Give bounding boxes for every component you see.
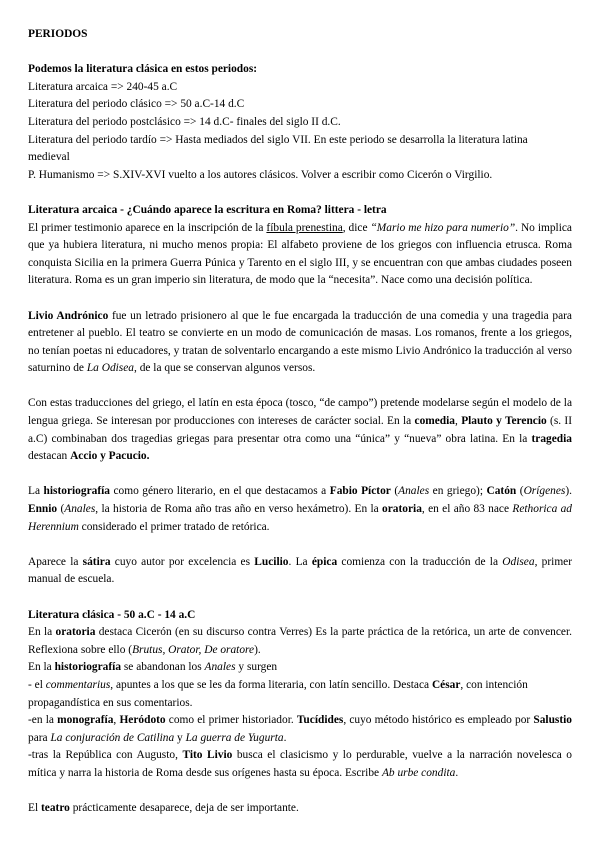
text-run: , con intención propagandística en sus comentarios.: [28, 678, 528, 709]
text-run: historiografía: [54, 661, 122, 674]
teatro-paragraph: [28, 800, 572, 818]
text-run: (s. II a.C) combinaban dos tragedias griegas para presentar otra como una “única” y “nueva” obra latina. En la: [28, 415, 573, 445]
text-run: commentarius: [45, 678, 111, 691]
text-run: La Odisea: [86, 362, 134, 375]
text-run: El: [28, 802, 41, 815]
text-run: .: [283, 731, 287, 744]
text-run: Catón: [486, 485, 517, 498]
period-item: Literatura del periodo clásico => 50 a.C-14 d.C: [28, 98, 245, 111]
text-run: Anales: [64, 503, 96, 516]
text-run: .: [455, 766, 459, 779]
text-run: ,: [455, 415, 462, 428]
historiografia-section: [28, 483, 572, 536]
clasica-line-4: [28, 712, 572, 747]
text-run: busca el clasicismo y lo perdurable, vuelve a la narración novelesca o mítica y narra la historia de Roma desde sus orígenes hasta su época. Escribe: [28, 749, 572, 779]
text-run: Livio Andrónico: [28, 309, 109, 322]
text-run: Ab urbe condita: [381, 766, 456, 779]
text-run: Lucilio: [254, 555, 289, 568]
text-run: teatro: [40, 802, 70, 815]
text-run: Rethorica ad Herennium: [28, 503, 573, 533]
clasica-line-2: [28, 659, 572, 677]
text-run: Odisea: [502, 555, 535, 568]
clasica-line-1: [28, 624, 572, 659]
period-item: P. Humanismo => S.XIV-XVI vuelto a los autores clásicos. Volver a escribir como Cicerón o Virgilio.: [28, 168, 493, 181]
satira-section: [28, 554, 572, 589]
text-run: Tucídides: [296, 714, 344, 727]
teatro-section: [28, 800, 572, 818]
clasica-heading: Literatura clásica - 50 a.C - 14 a.C: [28, 608, 196, 621]
text-run: La guerra de Yugurta: [185, 731, 284, 744]
text-run: ).: [565, 485, 572, 498]
arcaica-paragraph-5: [28, 554, 572, 589]
arcaica-section: [28, 202, 572, 290]
text-run: fue un letrado prisionero al que le fue encargada la traducción de una comedia y una tragedia para entretener al pueblo. El teatro se convierte en un modo de comunicación de masas. Los romanos, frente a los griegos, no tenían poetas ni educadores, y tratan de solventarlo encargando a este mismo Livio Andrónico la traducción al verso saturnino de: [28, 309, 572, 375]
text-run: comienza con la traducción de la: [337, 555, 503, 568]
text-run: y: [174, 731, 186, 744]
text-run: . La: [288, 555, 312, 568]
text-run: como género literario, en el que destacamos a: [109, 485, 330, 498]
arcaica-paragraph-4: [28, 483, 572, 536]
text-run: Anales: [398, 485, 430, 498]
text-run: César: [431, 678, 461, 691]
period-item: Literatura arcaica => 240-45 a.C: [28, 80, 178, 93]
text-run: El primer testimonio aparece en la inscripción de la: [28, 221, 267, 234]
text-run: historiografía: [43, 485, 110, 498]
text-run: , dice: [342, 221, 371, 234]
text-run: , primer manual de escuela.: [28, 555, 573, 586]
text-run: Accio y Pacucio.: [70, 450, 150, 463]
text-run: , apuntes a los que se les da forma literaria, con latín sencillo. Destaca: [110, 678, 432, 691]
document-page: [28, 26, 572, 835]
periods-section: [28, 61, 572, 184]
clasica-line-5: [28, 747, 572, 782]
text-run: . No implica que ya hubiera literatura, ni mucho menos propia: El alfabeto proviene de los griegos con influencia etrusca. Roma conquista Sicilia en la primera Guerra Púnica y Tarento en el siglo III, y se encuentran con que ambas ciudades poseen literatura. Roma es un gran imperio sin literatura, de modo que la “necesita”. Nace como una decisión política.: [28, 221, 572, 287]
text-run: “Mario me hizo para numerio”: [370, 221, 516, 234]
text-run: fíbula prenestina: [266, 221, 343, 234]
text-run: , de la que se conservan algunos versos.: [134, 362, 316, 375]
text-run: épica: [311, 555, 338, 568]
text-run: Brutus, Orator, De oratore: [132, 643, 255, 656]
text-run: considerado el primer tratado de retórica.: [78, 520, 270, 533]
text-run: Con estas traducciones del griego, el latín en esta época (tosco, “de campo”) pretende modelarse según el modelo de la lengua griega. Se interesan por producciones con intereses de carácter social. En la: [28, 397, 572, 428]
text-run: monografía: [57, 714, 114, 727]
text-run: Orígenes: [523, 485, 566, 498]
text-run: (: [57, 503, 65, 516]
text-run: oratoria: [382, 503, 422, 516]
text-run: (: [390, 485, 399, 498]
text-run: Ennio: [28, 503, 58, 516]
text-run: -en la: [28, 714, 58, 727]
clasica-section: [28, 607, 572, 783]
text-run: ).: [254, 643, 261, 656]
traducciones-section: [28, 395, 572, 465]
text-run: La: [28, 485, 44, 498]
document-title: PERIODOS: [28, 28, 88, 40]
text-run: oratoria: [55, 626, 96, 639]
text-run: sátira: [82, 555, 111, 568]
text-run: La conjuración de Catilina: [50, 731, 175, 744]
text-run: como el primer historiador.: [165, 714, 297, 727]
arcaica-paragraph-1: [28, 220, 572, 290]
text-run: y surgen: [235, 661, 278, 674]
periods-heading: Podemos la literatura clásica en estos periodos:: [28, 63, 258, 76]
text-run: Fabio Píctor: [329, 485, 391, 498]
period-item: Literatura del periodo tardío => Hasta mediados del siglo VII. En este periodo se desarrolla la literatura latina medieval: [28, 133, 528, 164]
clasica-line-3: [28, 677, 572, 712]
text-run: En la: [28, 661, 55, 674]
text-run: Anales: [204, 661, 236, 674]
text-run: , cuyo método histórico es empleado por: [343, 714, 534, 727]
text-run: Plauto y Terencio: [461, 415, 547, 428]
text-run: cuyo autor por excelencia es: [110, 555, 255, 568]
text-run: destacan: [28, 450, 71, 463]
text-run: prácticamente desaparece, deja de ser importante.: [69, 802, 299, 815]
text-run: Heródoto: [119, 714, 166, 727]
text-run: para: [28, 731, 51, 744]
text-run: en griego);: [429, 485, 487, 498]
text-run: Aparece la: [28, 555, 83, 568]
arcaica-heading: Literatura arcaica - ¿Cuándo aparece la escritura en Roma? littera - letra: [28, 203, 387, 216]
period-item: Literatura del periodo postclásico => 14 d.C- finales del siglo II d.C.: [28, 115, 341, 128]
text-run: Tito Livio: [182, 749, 233, 762]
text-run: ,: [113, 714, 120, 727]
text-run: destaca Cicerón (en su discurso contra Verres) Es la parte práctica de la retórica, un arte de convencer. Reflexiona sobre ello (: [28, 626, 572, 656]
text-run: , la historia de Roma año tras año en verso hexámetro). En la: [95, 503, 383, 516]
text-run: -tras la República con Augusto,: [28, 749, 183, 762]
text-run: , en el año 83 nace: [421, 503, 513, 516]
text-run: tragedia: [531, 432, 572, 445]
text-run: - el: [28, 678, 46, 691]
arcaica-paragraph-2: [28, 308, 572, 378]
text-run: se abandonan los: [121, 661, 205, 674]
arcaica-paragraph-3: [28, 395, 572, 465]
text-run: comedia: [414, 415, 456, 428]
text-run: Salustio: [533, 714, 573, 727]
text-run: (: [516, 485, 524, 498]
text-run: En la: [28, 626, 56, 639]
livio-section: [28, 308, 572, 378]
